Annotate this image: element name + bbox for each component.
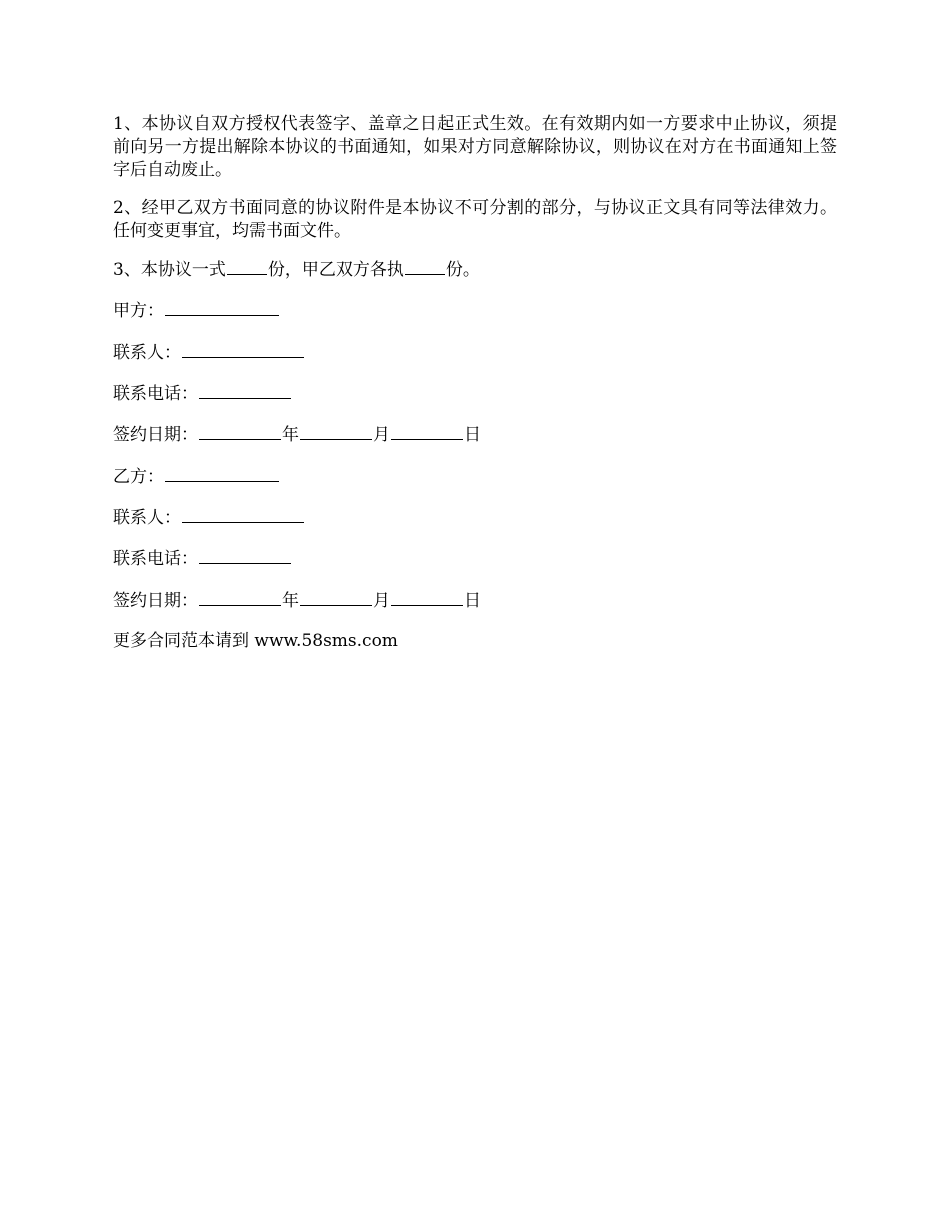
clause-2: 2、经甲乙双方书面同意的协议附件是本协议不可分割的部分，与协议正文具有同等法律效力。任何变更事宜，均需书面文件。 bbox=[113, 198, 837, 241]
party-b-contact-label: 联系人： bbox=[113, 508, 181, 528]
party-a-day-blank[interactable] bbox=[391, 423, 463, 440]
party-a-contact-label: 联系人： bbox=[113, 343, 181, 363]
party-b-month-blank[interactable] bbox=[300, 589, 372, 606]
party-b-line bbox=[113, 465, 280, 488]
party-b-contact-line bbox=[113, 506, 305, 529]
party-a-year-label: 年 bbox=[282, 425, 299, 445]
party-a-line bbox=[113, 299, 280, 322]
party-b-day-label: 日 bbox=[464, 591, 481, 611]
party-b-phone-label: 联系电话： bbox=[113, 549, 198, 569]
party-a-year-blank[interactable] bbox=[199, 423, 281, 440]
party-a-date-label: 签约日期： bbox=[113, 425, 198, 445]
clause-3-part1: 3、本协议一式 bbox=[113, 260, 226, 280]
clause-3-part2: 份，甲乙双方各执 bbox=[267, 260, 404, 280]
copies-each-blank[interactable] bbox=[405, 258, 445, 275]
clause-1: 1、本协议自双方授权代表签字、盖章之日起正式生效。在有效期内如一方要求中止协议，须提前向另一方提出解除本协议的书面通知，如果对方同意解除协议，则协议在对方在书面通知上签字后自动废止。 bbox=[113, 114, 837, 180]
party-a-blank[interactable] bbox=[165, 299, 279, 316]
party-b-day-blank[interactable] bbox=[391, 589, 463, 606]
footer-line bbox=[113, 630, 398, 653]
party-b-phone-line bbox=[113, 547, 292, 570]
party-a-contact-line bbox=[113, 341, 305, 364]
copies-total-blank[interactable] bbox=[227, 258, 267, 275]
party-a-label: 甲方： bbox=[113, 301, 164, 321]
party-a-month-label: 月 bbox=[373, 425, 390, 445]
footer-text: 更多合同范本请到 www.58sms.com bbox=[113, 631, 398, 651]
party-b-phone-blank[interactable] bbox=[199, 547, 291, 564]
clause-3-part3: 份。 bbox=[445, 260, 480, 280]
party-a-phone-line bbox=[113, 382, 292, 405]
party-a-date-line bbox=[113, 423, 481, 446]
party-a-contact-blank[interactable] bbox=[182, 341, 304, 358]
party-b-date-label: 签约日期： bbox=[113, 591, 198, 611]
party-b-label: 乙方： bbox=[113, 467, 164, 487]
clause-3 bbox=[113, 258, 480, 281]
party-a-phone-label: 联系电话： bbox=[113, 384, 198, 404]
party-b-month-label: 月 bbox=[373, 591, 390, 611]
party-b-year-blank[interactable] bbox=[199, 589, 281, 606]
party-a-day-label: 日 bbox=[464, 425, 481, 445]
party-a-month-blank[interactable] bbox=[300, 423, 372, 440]
party-b-blank[interactable] bbox=[165, 465, 279, 482]
party-b-year-label: 年 bbox=[282, 591, 299, 611]
party-b-contact-blank[interactable] bbox=[182, 506, 304, 523]
party-a-phone-blank[interactable] bbox=[199, 382, 291, 399]
party-b-date-line bbox=[113, 589, 481, 612]
